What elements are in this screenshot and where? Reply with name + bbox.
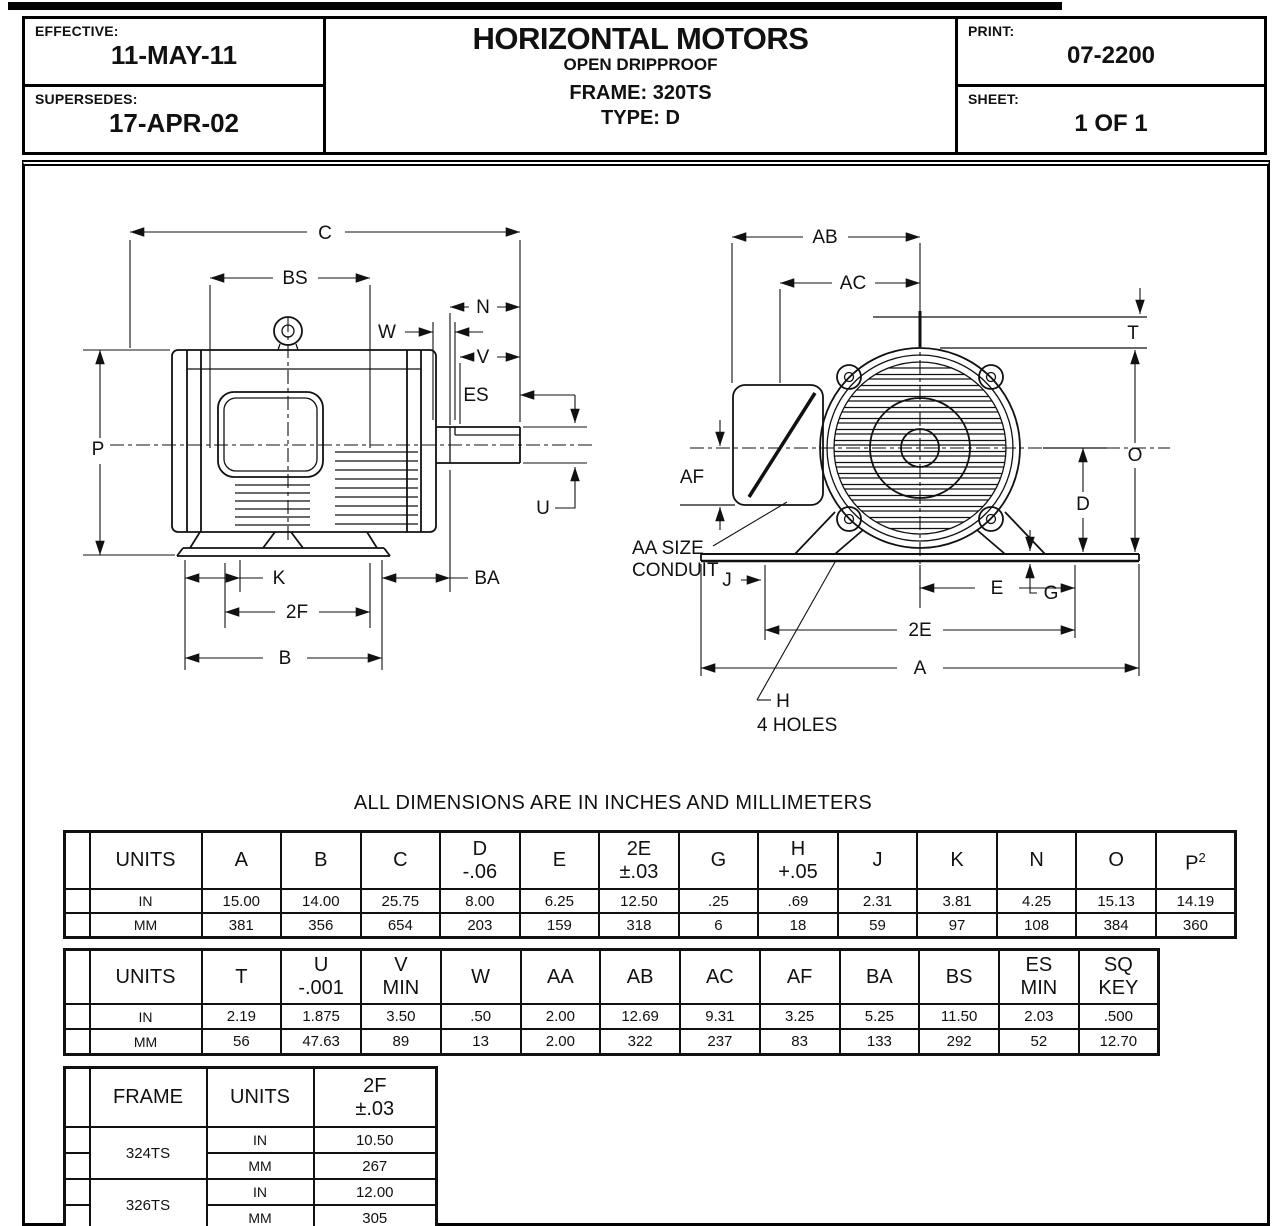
value-cell: 5.25 <box>840 1004 920 1029</box>
value-cell: 47.63 <box>281 1029 361 1055</box>
value-cell: 360 <box>1156 913 1236 938</box>
revision-column-cell <box>65 913 90 938</box>
svg-text:D: D <box>1076 494 1090 515</box>
value-cell: 108 <box>997 913 1077 938</box>
value-cell: 384 <box>1076 913 1156 938</box>
svg-text:K: K <box>272 568 286 589</box>
value-cell: 356 <box>281 913 361 938</box>
value-cell: 83 <box>760 1029 840 1055</box>
value-cell: 322 <box>600 1029 680 1055</box>
svg-text:AF: AF <box>679 467 705 488</box>
table-row <box>65 1127 437 1153</box>
value-cell: 292 <box>919 1029 999 1055</box>
side-view-drawing <box>83 223 595 670</box>
value-cell: 15.00 <box>202 889 282 913</box>
motor-base <box>177 532 390 556</box>
dim-ac <box>780 273 920 383</box>
svg-text:CONDUIT: CONDUIT <box>632 560 719 581</box>
revision-column-cell <box>65 889 90 913</box>
frame-2f-table <box>63 1066 438 1226</box>
effective-label: EFFECTIVE: <box>35 23 119 39</box>
motor-dimension-drawing <box>35 180 1235 790</box>
value-cell: 654 <box>361 913 441 938</box>
svg-text:O: O <box>1127 445 1143 466</box>
value-cell: 59 <box>838 913 918 938</box>
col-header: BS <box>919 950 999 1005</box>
sheet-label: SHEET: <box>968 91 1019 107</box>
value-cell: 3.81 <box>917 889 997 913</box>
revision-column-cell <box>65 1179 90 1205</box>
col-header: BA <box>840 950 920 1005</box>
table-row <box>65 913 1236 938</box>
col-header: D -.06 <box>440 832 520 890</box>
title-block <box>22 16 1267 155</box>
row-label: MM <box>207 1153 314 1179</box>
svg-text:2E: 2E <box>908 620 932 641</box>
col-header: T <box>202 950 282 1005</box>
dimension-table-2 <box>63 948 1160 1056</box>
value-cell: 3.50 <box>361 1004 441 1029</box>
end-view-drawing <box>632 227 1170 736</box>
col-header: FRAME <box>90 1068 207 1128</box>
dim-ba <box>382 470 500 670</box>
value-cell: 12.70 <box>1079 1029 1159 1055</box>
tables-title: ALL DIMENSIONS ARE IN INCHES AND MILLIMETERS <box>353 792 873 814</box>
svg-text:C: C <box>318 223 332 244</box>
value-cell: 52 <box>999 1029 1079 1055</box>
value-cell: 4.25 <box>997 889 1077 913</box>
value-cell: .69 <box>758 889 838 913</box>
table-row <box>65 1004 1159 1029</box>
svg-text:T: T <box>1127 323 1139 344</box>
motor-body <box>172 350 436 532</box>
dim-af <box>680 420 735 530</box>
svg-text:B: B <box>278 648 292 669</box>
dim-u <box>523 395 587 519</box>
value-cell: 18 <box>758 913 838 938</box>
dim-t <box>873 288 1147 348</box>
dim-d <box>1043 448 1107 552</box>
row-label: MM <box>90 1029 202 1055</box>
value-cell: 203 <box>440 913 520 938</box>
value-cell: 318 <box>599 913 679 938</box>
table-row <box>65 1179 437 1205</box>
print-value: 07-2200 <box>1066 42 1156 69</box>
col-header: 2E ±.03 <box>599 832 679 890</box>
row-label: IN <box>207 1127 314 1153</box>
dim-2f <box>225 563 370 628</box>
svg-text:V: V <box>476 347 490 368</box>
body-louvers <box>335 452 418 524</box>
value-cell: 8.00 <box>440 889 520 913</box>
document-subtitle: OPEN DRIPPROOF <box>563 55 718 74</box>
col-header: O <box>1076 832 1156 890</box>
col-header: UNITS <box>207 1068 314 1128</box>
dim-es <box>463 385 575 406</box>
col-header: AF <box>760 950 840 1005</box>
col-header: W <box>441 950 521 1005</box>
col-header: E <box>520 832 600 890</box>
value-cell: 2.19 <box>202 1004 282 1029</box>
col-header: B <box>281 832 361 890</box>
holes-note <box>757 562 837 736</box>
value-cell: .25 <box>679 889 759 913</box>
value-cell: 12.50 <box>599 889 679 913</box>
title-block-dates <box>25 19 326 152</box>
svg-text:E: E <box>990 578 1004 599</box>
table-row <box>65 1068 437 1128</box>
conduit-box <box>733 385 823 505</box>
value-cell: 10.50 <box>314 1127 437 1153</box>
vent-window <box>218 392 323 477</box>
dim-bs <box>210 268 370 448</box>
value-cell: 2.00 <box>521 1029 601 1055</box>
value-cell: 3.25 <box>760 1004 840 1029</box>
svg-text:P: P <box>91 439 105 460</box>
col-header: G <box>679 832 759 890</box>
svg-text:2F: 2F <box>285 602 309 623</box>
value-cell: 1.875 <box>281 1004 361 1029</box>
col-header: H +.05 <box>758 832 838 890</box>
dim-o <box>1128 350 1143 552</box>
dim-j <box>722 570 761 591</box>
col-header: UNITS <box>90 950 202 1005</box>
value-cell: 305 <box>314 1205 437 1226</box>
col-header: N <box>997 832 1077 890</box>
title-block-center <box>326 19 955 152</box>
value-cell: 267 <box>314 1153 437 1179</box>
value-cell: 2.03 <box>999 1004 1079 1029</box>
top-edge-bar <box>8 2 1062 10</box>
col-header: V MIN <box>361 950 441 1005</box>
value-cell: .500 <box>1079 1004 1159 1029</box>
table-row <box>65 950 1159 1005</box>
revision-column-cell <box>65 1127 90 1153</box>
dim-g <box>1030 530 1058 604</box>
value-cell: .50 <box>441 1004 521 1029</box>
svg-text:G: G <box>1043 583 1059 604</box>
dim-2e <box>765 620 1075 641</box>
value-cell: 89 <box>361 1029 441 1055</box>
col-header: 2F ±.03 <box>314 1068 437 1128</box>
value-cell: 25.75 <box>361 889 441 913</box>
col-header: AA <box>521 950 601 1005</box>
row-label: MM <box>207 1205 314 1226</box>
value-cell: 12.00 <box>314 1179 437 1205</box>
effective-value: 11-MAY-11 <box>110 40 238 70</box>
revision-column-cell <box>65 950 90 1005</box>
svg-text:ES: ES <box>463 385 489 406</box>
svg-text:AA SIZE: AA SIZE <box>632 538 704 559</box>
col-header: AC <box>680 950 760 1005</box>
col-header: $P^2$ <box>1156 832 1236 890</box>
print-cell <box>958 19 1264 84</box>
title-block-print <box>955 19 1264 152</box>
revision-column-cell <box>65 1153 90 1179</box>
dim-b <box>185 648 382 669</box>
value-cell: 159 <box>520 913 600 938</box>
value-cell: 14.00 <box>281 889 361 913</box>
supersedes-cell <box>25 84 323 152</box>
col-header: UNITS <box>90 832 202 890</box>
table-row <box>65 1029 1159 1055</box>
frame-cell: 324TS <box>90 1127 207 1179</box>
svg-text:H: H <box>776 691 790 712</box>
svg-text:W: W <box>378 322 396 343</box>
dim-p <box>83 350 175 555</box>
svg-text:AB: AB <box>812 227 838 248</box>
left-louvers <box>235 485 310 525</box>
supersedes-value: 17-APR-02 <box>108 108 240 138</box>
value-cell: 97 <box>917 913 997 938</box>
document-title: HORIZONTAL MOTORS <box>472 21 809 56</box>
revision-column-cell <box>65 1068 90 1128</box>
value-cell: 12.69 <box>600 1004 680 1029</box>
svg-text:AC: AC <box>839 273 867 294</box>
value-cell: 133 <box>840 1029 920 1055</box>
revision-column-cell <box>65 832 90 890</box>
dim-k <box>185 560 286 670</box>
value-cell: 56 <box>202 1029 282 1055</box>
col-header: U -.001 <box>281 950 361 1005</box>
value-cell: 6 <box>679 913 759 938</box>
row-label: IN <box>90 889 202 913</box>
frame-line: FRAME: 320TS <box>569 82 712 104</box>
table-row <box>65 832 1236 890</box>
value-cell: 13 <box>441 1029 521 1055</box>
sheet-value: 1 OF 1 <box>1074 110 1148 137</box>
value-cell: 14.19 <box>1156 889 1236 913</box>
value-cell: 237 <box>680 1029 760 1055</box>
frame-cell: 326TS <box>90 1179 207 1226</box>
col-header: AB <box>600 950 680 1005</box>
col-header: J <box>838 832 918 890</box>
value-cell: 381 <box>202 913 282 938</box>
revision-column-cell <box>65 1029 90 1055</box>
conduit-note <box>632 502 787 581</box>
value-cell: 6.25 <box>520 889 600 913</box>
col-header: K <box>917 832 997 890</box>
col-header: C <box>361 832 441 890</box>
supersedes-label: SUPERSEDES: <box>35 91 138 107</box>
col-header: ES MIN <box>999 950 1079 1005</box>
col-header: A <box>202 832 282 890</box>
svg-text:4 HOLES: 4 HOLES <box>757 715 838 736</box>
row-label: MM <box>90 913 202 938</box>
type-line: TYPE: D <box>601 107 680 129</box>
svg-text:U: U <box>536 498 550 519</box>
dim-c <box>130 223 520 422</box>
print-label: PRINT: <box>968 23 1015 39</box>
sheet-cell <box>958 84 1264 152</box>
svg-text:J: J <box>722 570 732 591</box>
value-cell: 2.31 <box>838 889 918 913</box>
table-row <box>65 889 1236 913</box>
revision-column-cell <box>65 1004 90 1029</box>
svg-text:A: A <box>913 658 927 679</box>
value-cell: 11.50 <box>919 1004 999 1029</box>
value-cell: 2.00 <box>521 1004 601 1029</box>
row-label: IN <box>207 1179 314 1205</box>
col-header: SQ KEY <box>1079 950 1159 1005</box>
svg-text:N: N <box>476 297 490 318</box>
effective-cell <box>25 19 323 84</box>
value-cell: 9.31 <box>680 1004 760 1029</box>
svg-text:BS: BS <box>282 268 308 289</box>
revision-column-cell <box>65 1205 90 1226</box>
dimension-table-1 <box>63 830 1237 939</box>
svg-text:BA: BA <box>474 568 500 589</box>
row-label: IN <box>90 1004 202 1029</box>
value-cell: 15.13 <box>1076 889 1156 913</box>
